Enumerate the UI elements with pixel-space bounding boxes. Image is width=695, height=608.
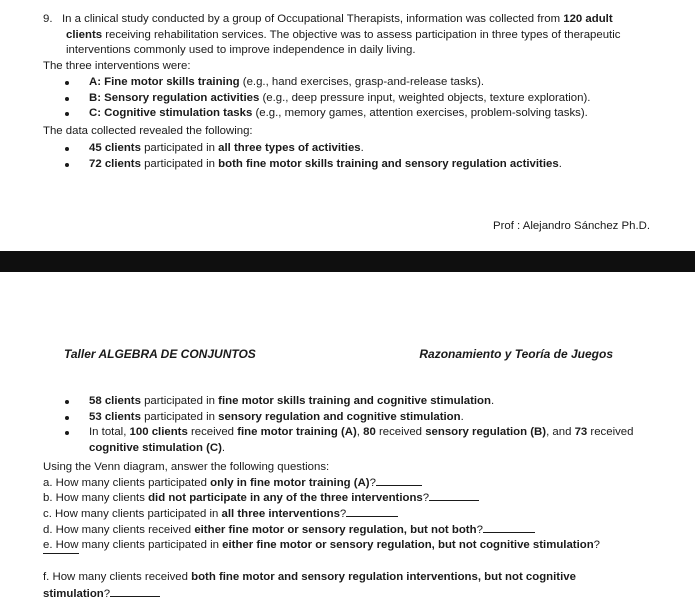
list-item: 45 clients participated in all three types of activities. xyxy=(43,141,653,157)
question-b: b. How many clients did not participate in any of the three interventions? xyxy=(43,490,653,507)
answer-blank[interactable] xyxy=(43,553,79,554)
answer-blank[interactable] xyxy=(110,586,160,597)
question-f: f. How many clients received both fine motor and sensory regulation interventions, but not cognitive stimulation? xyxy=(43,571,576,600)
workshop-title: Taller ALGEBRA DE CONJUNTOS xyxy=(64,347,256,361)
question-a: a. How many clients participated only in fine motor training (A)? xyxy=(43,475,653,492)
questions-intro: Using the Venn diagram, answer the following questions: xyxy=(43,461,330,473)
professor-name: Prof : Alejandro Sánchez Ph.D. xyxy=(492,220,650,232)
answer-blank[interactable] xyxy=(483,522,535,533)
question-c: c. How many clients participated in all three interventions? xyxy=(43,506,653,523)
answer-blank[interactable] xyxy=(376,475,422,486)
more-data-list xyxy=(43,394,653,456)
question-d: d. How many clients received either fine motor or sensory regulation, but not both? xyxy=(43,522,653,539)
list-item: B: Sensory regulation activities (e.g., deep pressure input, weighted objects, texture exploration). xyxy=(43,91,653,107)
list-item: In total, 100 clients received fine motor training (A), 80 received sensory regulation (B), and 73 received cognitive stimulation (C). xyxy=(43,425,653,456)
list-item: C: Cognitive stimulation tasks (e.g., memory games, attention exercises, problem-solving tasks). xyxy=(43,106,653,122)
interventions-list xyxy=(43,75,653,122)
answer-blank[interactable] xyxy=(346,506,398,517)
interventions-title: The three interventions were: xyxy=(43,60,191,72)
question-e: e. How many clients participated in either fine motor or sensory regulation, but not cognitive stimulation? xyxy=(43,539,601,551)
page-divider xyxy=(0,251,695,272)
list-item: A: Fine motor skills training (e.g., hand exercises, grasp-and-release tasks). xyxy=(43,75,653,91)
problem-number: 9. xyxy=(43,13,53,25)
data-list xyxy=(43,141,653,172)
problem-intro: 9. In a clinical study conducted by a group of Occupational Therapists, information was collected from 120 adult clients receiving rehabilitation services. The objective was to assess participation in three types of therapeutic interventions commonly used to improve independence in daily living. xyxy=(43,13,621,57)
data-title: The data collected revealed the following: xyxy=(43,125,253,137)
list-item: 58 clients participated in fine motor skills training and cognitive stimulation. xyxy=(43,394,653,410)
list-item: 72 clients participated in both fine motor skills training and sensory regulation activities. xyxy=(43,157,653,173)
list-item: 53 clients participated in sensory regulation and cognitive stimulation. xyxy=(43,410,653,426)
answer-blank[interactable] xyxy=(429,490,479,501)
course-title: Razonamiento y Teoría de Juegos xyxy=(419,347,613,361)
